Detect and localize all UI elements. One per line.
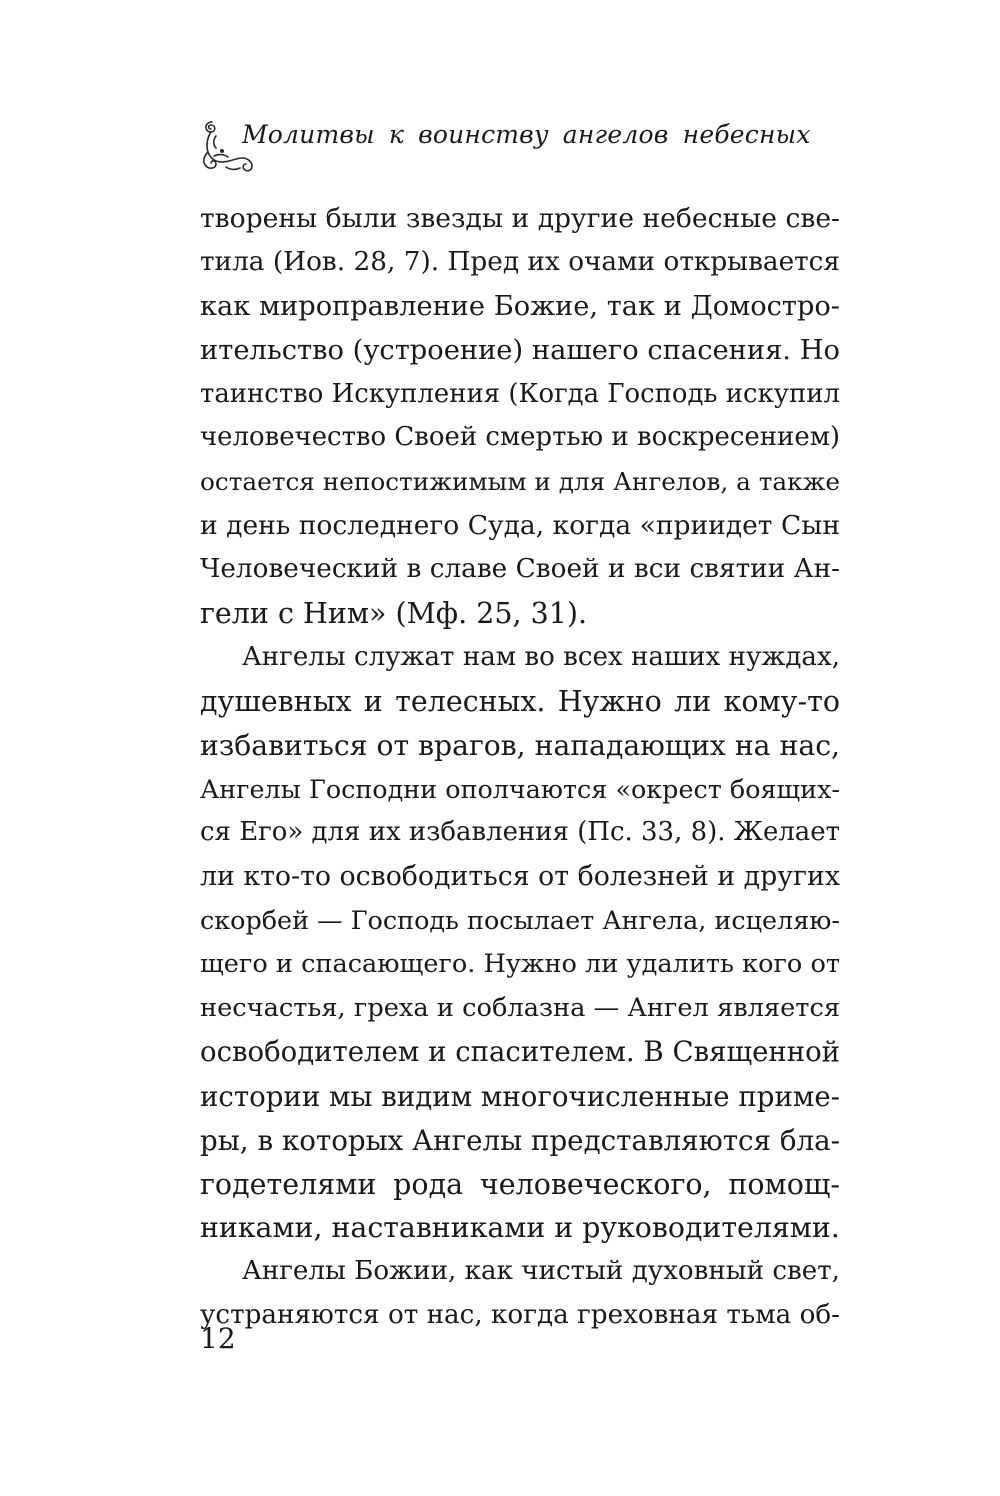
text-line: щего и спасающего. Нужно ли удалить кого от bbox=[200, 949, 840, 980]
text-line: Человеческий в славе Своей и вси святии Ан- bbox=[200, 554, 840, 585]
text-line: скорбей — Господь посылает Ангела, исцеляю- bbox=[200, 905, 840, 936]
text-line: годетелями рода человеческого, помощ- bbox=[200, 1167, 840, 1201]
text-line: человечество Своей смертью и воскресением) bbox=[200, 422, 840, 453]
text-line: никами, наставниками и руководителями. bbox=[200, 1211, 840, 1245]
text-line: и день последнего Суда, когда «приидет Сын bbox=[200, 510, 840, 542]
text-line: ся Его» для их избавления (Пс. 33, 8). Желает bbox=[200, 817, 840, 848]
body-text bbox=[200, 197, 840, 1338]
text-line: Ангелы Божии, как чистый духовный свет, bbox=[242, 1256, 840, 1287]
text-line: душевных и телесных. Нужно ли кому-то bbox=[200, 684, 840, 718]
text-line: творены были звезды и другие небесные све- bbox=[200, 203, 840, 234]
text-line: избавиться от врагов, нападающих на нас, bbox=[200, 728, 840, 762]
text-line: гели с Ним» (Мф. 25, 31). bbox=[200, 597, 588, 631]
running-head bbox=[198, 112, 811, 182]
text-line: истории мы видим многочисленные приме- bbox=[200, 1079, 840, 1113]
text-line: устраняются от нас, когда греховная тьма об- bbox=[200, 1300, 840, 1331]
page-number: 12 bbox=[200, 1322, 236, 1355]
text-line: таинство Искупления (Когда Господь искупил bbox=[200, 378, 840, 409]
text-line: ительство (устроение) нашего спасения. Но bbox=[200, 334, 840, 366]
running-title: Молитвы к воинству ангелов небесных bbox=[242, 120, 811, 149]
text-line: Ангелы Господни ополчаются «окрест боящих- bbox=[200, 773, 840, 804]
text-line: Ангелы служат нам во всех наших нуждах, bbox=[242, 641, 840, 672]
text-line: ли кто-то освободиться от болезней и других bbox=[200, 861, 840, 893]
text-line: как мироправление Божие, так и Домостро- bbox=[200, 290, 840, 322]
text-line: ры, в которых Ангелы представляются бла- bbox=[200, 1123, 840, 1157]
text-line: остается непостижимым и для Ангелов, а также bbox=[200, 467, 840, 497]
text-line: освободителем и спасителем. В Священной bbox=[200, 1035, 840, 1068]
text-line: тила (Иов. 28, 7). Пред их очами открывается bbox=[200, 246, 840, 277]
text-line: несчастья, греха и соблазна — Ангел является bbox=[200, 993, 840, 1024]
